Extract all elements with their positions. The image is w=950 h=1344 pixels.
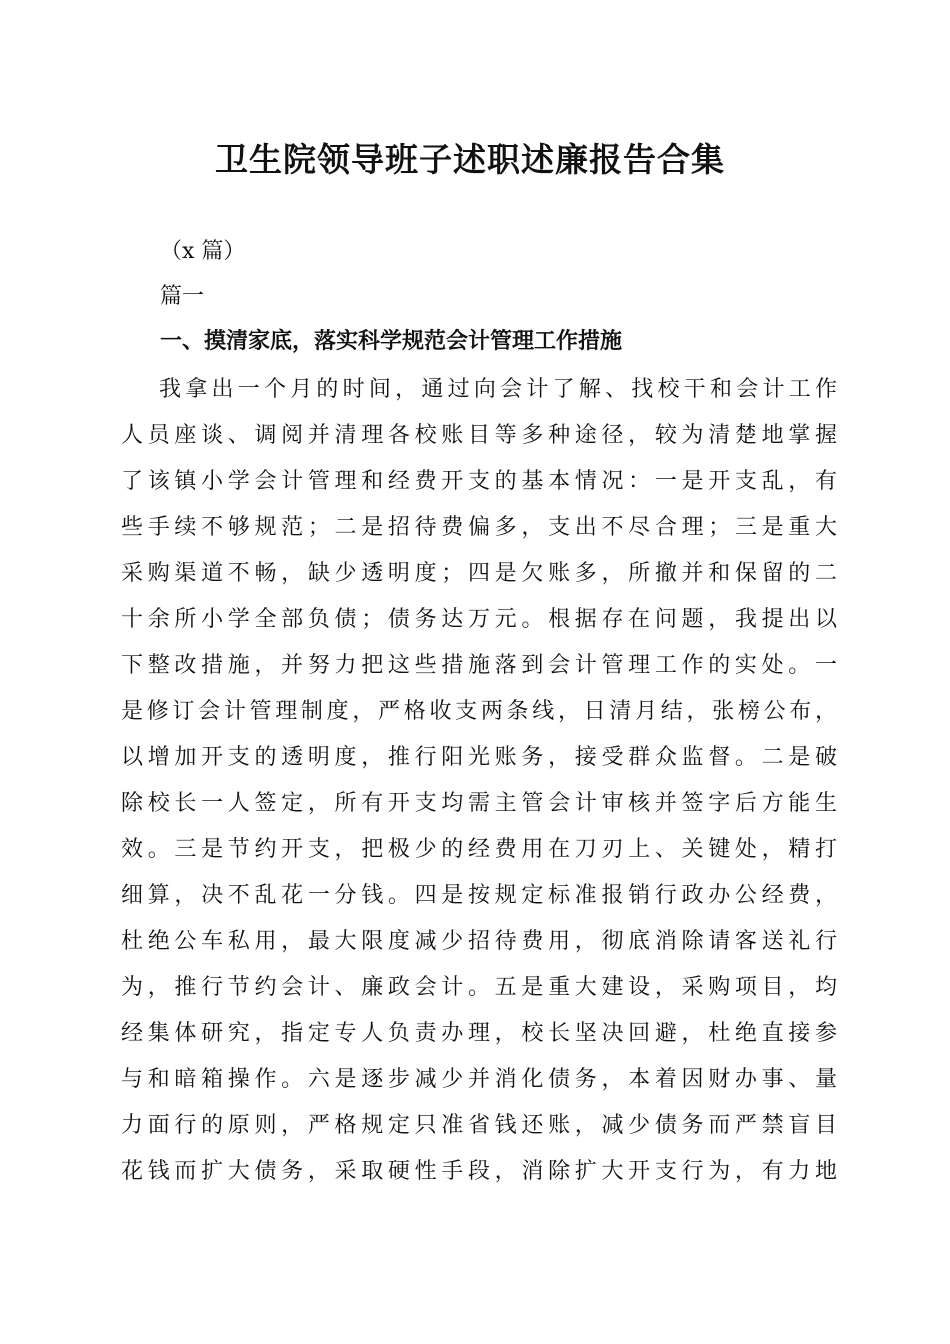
body-line: 花钱而扩大债务，采取硬性手段，消除扩大开支行为，有力地 xyxy=(121,1159,837,1184)
body-line: 与和暗箱操作。六是逐步减少并消化债务，本着因财办事、量 xyxy=(121,1067,837,1092)
body-line: 除校长一人签定，所有开支均需主管会计审核并签字后方能生 xyxy=(121,791,837,816)
body-line: 效。三是节约开支，把极少的经费用在刀刃上、关键处，精打 xyxy=(121,837,837,862)
body-line: 经集体研究，指定专人负责办理，校长坚决回避，杜绝直接参 xyxy=(121,1021,837,1046)
body-line: 力面行的原则，严格规定只准省钱还账，减少债务而严禁盲目 xyxy=(121,1113,837,1138)
body-line: 是修订会计管理制度，严格收支两条线，日清月结，张榜公布， xyxy=(121,699,837,724)
section-heading: 一、摸清家底，落实科学规范会计管理工作措施 xyxy=(160,329,623,354)
body-line: 了该镇小学会计管理和经费开支的基本情况：一是开支乱，有 xyxy=(121,469,837,494)
body-line: 采购渠道不畅，缺少透明度；四是欠账多，所撤并和保留的二 xyxy=(121,561,837,586)
body-line: 下整改措施，并努力把这些措施落到会计管理工作的实处。一 xyxy=(121,653,837,678)
body-line: 些手续不够规范；二是招待费偏多，支出不尽合理；三是重大 xyxy=(121,515,837,540)
article-count: （x 篇） xyxy=(160,239,246,264)
body-line: 细算，决不乱花一分钱。四是按规定标准报销行政办公经费， xyxy=(121,883,837,908)
body-paragraph xyxy=(121,367,837,1195)
article-label: 篇一 xyxy=(160,284,205,309)
body-line: 以增加开支的透明度，推行阳光账务，接受群众监督。二是破 xyxy=(121,745,837,770)
body-line: 人员座谈、调阅并清理各校账目等多种途径，较为清楚地掌握 xyxy=(121,423,837,448)
body-line: 我拿出一个月的时间，通过向会计了解、找校干和会计工作 xyxy=(159,377,837,402)
body-line: 杜绝公车私用，最大限度减少招待费用，彻底消除请客送礼行 xyxy=(121,929,837,954)
body-line: 十余所小学全部负债；债务达万元。根据存在问题，我提出以 xyxy=(121,607,837,632)
document-title: 卫生院领导班子述职述廉报告合集 xyxy=(215,140,725,179)
body-line: 为，推行节约会计、廉政会计。五是重大建设，采购项目，均 xyxy=(121,975,837,1000)
